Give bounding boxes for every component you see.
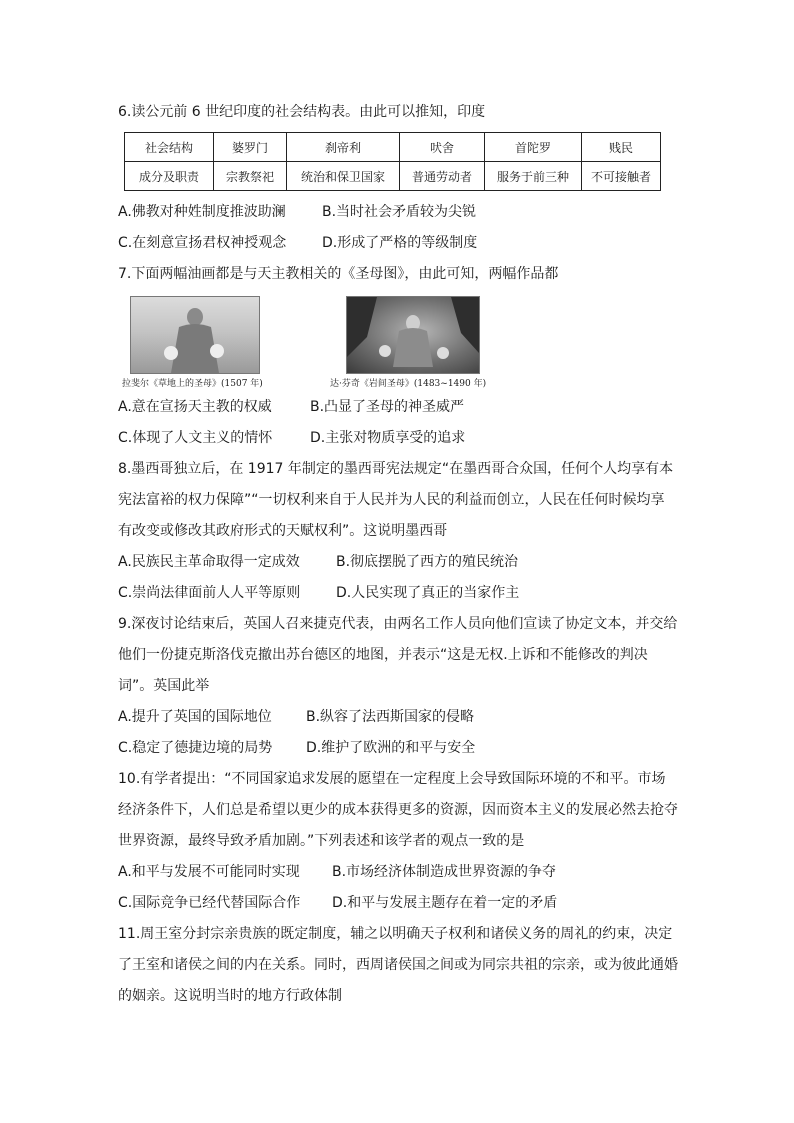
- question-11-stem-line-1: 11.周王室分封宗亲贵族的既定制度，辅之以明确天子权利和诸侯义务的周礼的约束，决定: [118, 926, 673, 942]
- option-a[interactable]: A.佛教对种姓制度推波助澜: [118, 204, 286, 220]
- question-9-options-row-2: [118, 733, 678, 764]
- table-cell: 社会结构: [125, 133, 214, 162]
- table-cell: 成分及职责: [125, 162, 214, 191]
- option-c[interactable]: C.国际竞争已经代替国际合作: [118, 895, 301, 911]
- question-7-options-row-1: [118, 392, 678, 423]
- question-11: [118, 919, 678, 1012]
- table-cell: 首陀罗: [485, 133, 582, 162]
- question-10-stem-line-2: 经济条件下，人们总是希望以更少的成本获得更多的资源，因而资本主义的发展必然去抢夺: [118, 802, 678, 818]
- option-d[interactable]: D.维护了欧洲的和平与安全: [306, 740, 476, 756]
- caste-table-header-row: [125, 133, 661, 162]
- question-10-options-row-2: [118, 888, 678, 919]
- question-6-options-row-2: [118, 228, 678, 259]
- option-b[interactable]: B.凸显了圣母的神圣威严: [310, 399, 465, 415]
- option-a[interactable]: A.民族民主革命取得一定成效: [118, 554, 300, 570]
- option-b[interactable]: B.纵容了法西斯国家的侵略: [306, 709, 475, 725]
- option-c[interactable]: C.稳定了德捷边境的局势: [118, 740, 273, 756]
- question-6-options-row-1: [118, 197, 678, 228]
- painting-images: [118, 296, 678, 392]
- option-c[interactable]: C.体现了人文主义的情怀: [118, 430, 273, 446]
- option-b[interactable]: B.市场经济体制造成世界资源的争夺: [332, 864, 557, 880]
- option-a[interactable]: A.和平与发展不可能同时实现: [118, 864, 300, 880]
- question-7-options-row-2: [118, 423, 678, 454]
- question-11-stem-line-2: 了王室和诸侯之间的内在关系。同时，西周诸侯国之间或为同宗共祖的宗亲，或为彼此通婚: [118, 957, 678, 973]
- option-a[interactable]: A.意在宣扬天主教的权威: [118, 399, 272, 415]
- question-8: [118, 454, 678, 609]
- raphael-madonna-painting: [130, 296, 260, 374]
- question-10-stem-line-1: 10.有学者提出：“不同国家追求发展的愿望在一定程度上会导致国际环境的不和平。市场: [118, 771, 666, 787]
- question-9-stem-line-1: 9.深夜讨论结束后，英国人召来捷克代表，由两名工作人员向他们宣读了协定文本，并交给: [118, 616, 678, 632]
- question-8-stem-line-1: 8.墨西哥独立后，在 1917 年制定的墨西哥宪法规定“在墨西哥合众国，任何个人均享有本: [118, 461, 674, 477]
- question-9-options-row-1: [118, 702, 678, 733]
- question-10-stem-line-3: 世界资源，最终导致矛盾加剧。”下列表述和该学者的观点一致的是: [118, 833, 525, 849]
- question-8-stem-line-2: 宪法富裕的权力保障”“一切权利来自于人民并为人民的利益而创立，人民在任何时候均享: [118, 492, 665, 508]
- option-d[interactable]: D.形成了严格的等级制度: [322, 235, 478, 251]
- table-cell: 统治和保卫国家: [287, 162, 400, 191]
- option-d[interactable]: D.和平与发展主题存在着一定的矛盾: [332, 895, 558, 911]
- table-cell: 普通劳动者: [400, 162, 485, 191]
- davinci-rocks-painting: [346, 296, 480, 374]
- question-8-options-row-1: [118, 547, 678, 578]
- raphael-caption: 拉斐尔《草地上的圣母》(1507 年): [122, 379, 263, 389]
- question-9-stem-line-3: 词”。英国此举: [118, 678, 210, 694]
- option-d[interactable]: D.主张对物质享受的追求: [310, 430, 466, 446]
- table-cell: 宗教祭祀: [214, 162, 287, 191]
- table-cell: 贱民: [582, 133, 661, 162]
- question-6-stem: 6.读公元前 6 世纪印度的社会结构表。由此可以推知，印度: [118, 104, 486, 120]
- question-6: [118, 98, 678, 259]
- question-7: [118, 259, 678, 454]
- question-10: [118, 764, 678, 919]
- question-9: [118, 609, 678, 764]
- question-8-options-row-2: [118, 578, 678, 609]
- table-cell: 刹帝利: [287, 133, 400, 162]
- davinci-caption: 达·芬奇《岩间圣母》(1483~1490 年): [330, 379, 487, 389]
- option-a[interactable]: A.提升了英国的国际地位: [118, 709, 272, 725]
- option-c[interactable]: C.在刻意宣扬君权神授观念: [118, 235, 287, 251]
- option-d[interactable]: D.人民实现了真正的当家作主: [336, 585, 520, 601]
- question-9-stem-line-2: 他们一份捷克斯洛伐克撤出苏台德区的地图，并表示“这是无权.上诉和不能修改的判决: [118, 647, 648, 663]
- option-b[interactable]: B.当时社会矛盾较为尖锐: [322, 204, 477, 220]
- question-7-stem: 7.下面两幅油画都是与天主教相关的《圣母图》，由此可知，两幅作品都: [118, 266, 559, 282]
- table-cell: 服务于前三种: [485, 162, 582, 191]
- question-10-options-row-1: [118, 857, 678, 888]
- caste-table: [124, 132, 661, 191]
- table-cell: 婆罗门: [214, 133, 287, 162]
- option-b[interactable]: B.彻底摆脱了西方的殖民统治: [336, 554, 519, 570]
- table-cell: 吠舍: [400, 133, 485, 162]
- madonna-figure-icon: [131, 297, 259, 373]
- caste-table-row: [125, 162, 661, 191]
- question-11-stem-line-3: 的姻亲。这说明当时的地方行政体制: [118, 988, 342, 1004]
- table-cell: 不可接触者: [582, 162, 661, 191]
- exam-page: [118, 98, 678, 1012]
- virgin-of-rocks-figure-icon: [347, 297, 479, 373]
- question-8-stem-line-3: 有改变或修改其政府形式的天赋权利”。这说明墨西哥: [118, 523, 448, 539]
- option-c[interactable]: C.崇尚法律面前人人平等原则: [118, 585, 301, 601]
